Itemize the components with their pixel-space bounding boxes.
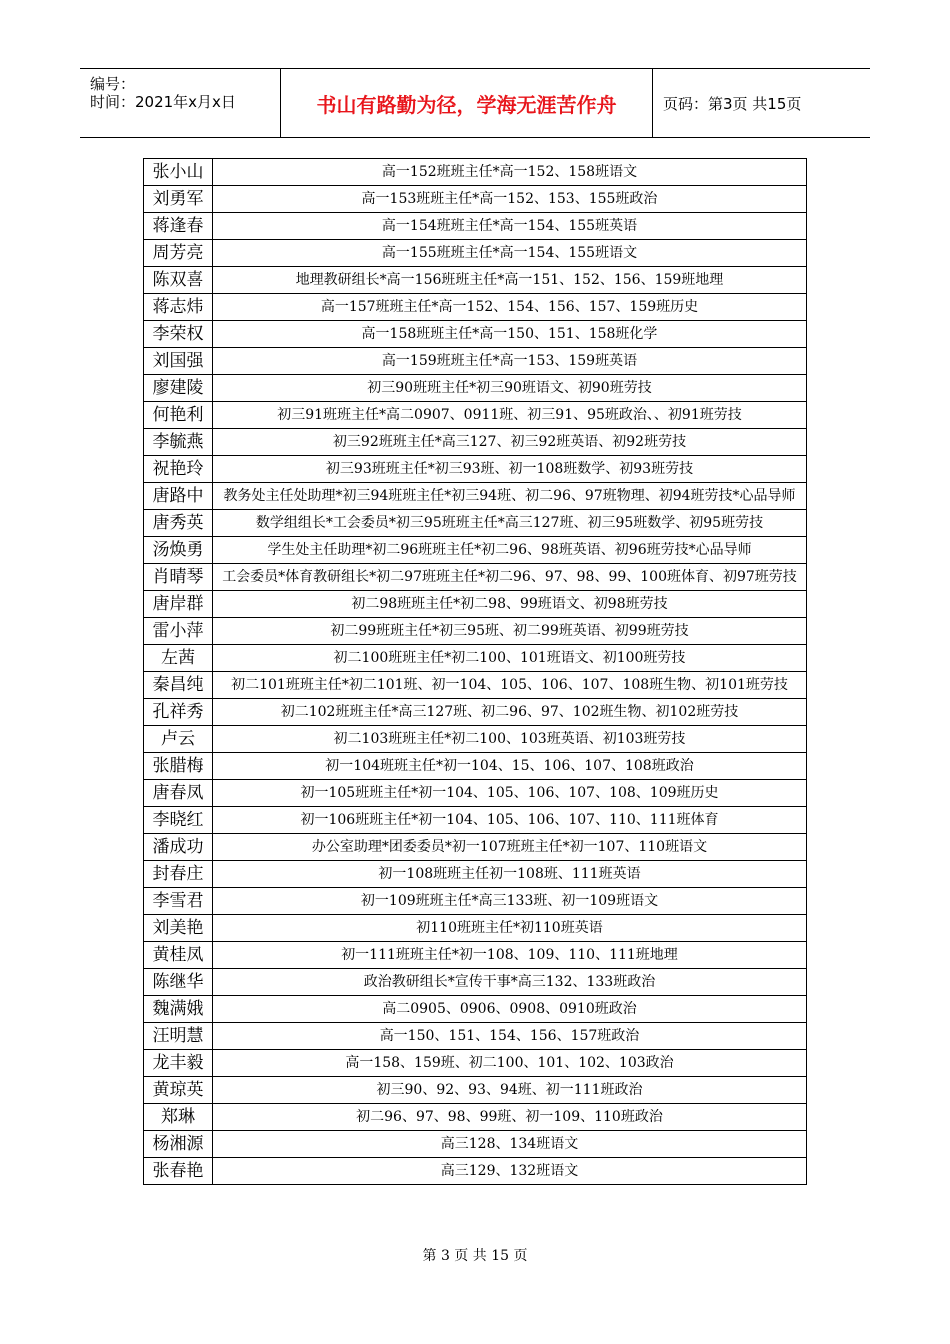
teacher-duties: 初110班班主任*初110班英语 bbox=[213, 915, 807, 942]
teacher-duties: 数学组组长*工会委员*初三95班班主任*高三127班、初三95班数学、初95班劳技 bbox=[213, 510, 807, 537]
teacher-duties: 高一150、151、154、156、157班政治 bbox=[213, 1023, 807, 1050]
table-row bbox=[144, 618, 807, 645]
teacher-duties: 高一159班班主任*高一153、159班英语 bbox=[213, 348, 807, 375]
teacher-duties: 高一158、159班、初二100、101、102、103政治 bbox=[213, 1050, 807, 1077]
table-row bbox=[144, 915, 807, 942]
table-row bbox=[144, 213, 807, 240]
teacher-name: 汤焕勇 bbox=[144, 537, 213, 564]
teacher-name: 雷小萍 bbox=[144, 618, 213, 645]
teacher-duties: 地理教研组长*高一156班班主任*高一151、152、156、159班地理 bbox=[213, 267, 807, 294]
table-row bbox=[144, 996, 807, 1023]
teacher-name: 卢云 bbox=[144, 726, 213, 753]
table-row bbox=[144, 510, 807, 537]
teacher-duties: 初三93班班主任*初三93班、初一108班数学、初93班劳技 bbox=[213, 456, 807, 483]
teacher-name: 祝艳玲 bbox=[144, 456, 213, 483]
table-row bbox=[144, 699, 807, 726]
staff-duty-table-body bbox=[144, 159, 807, 1185]
teacher-duties: 教务处主任处助理*初三94班班主任*初三94班、初二96、97班物理、初94班劳技*心品导师 bbox=[213, 483, 807, 510]
header-motto: 书山有路勤为径，学海无涯苦作舟 bbox=[281, 69, 653, 137]
teacher-duties: 初一111班班主任*初一108、109、110、111班地理 bbox=[213, 942, 807, 969]
table-row bbox=[144, 807, 807, 834]
table-row bbox=[144, 159, 807, 186]
table-row bbox=[144, 348, 807, 375]
page-footer: 第 3 页 共 15 页 bbox=[422, 1248, 528, 1264]
table-row bbox=[144, 591, 807, 618]
table-row bbox=[144, 1023, 807, 1050]
teacher-duties: 高一154班班主任*高一154、155班英语 bbox=[213, 213, 807, 240]
teacher-name: 肖晴琴 bbox=[144, 564, 213, 591]
teacher-duties: 初三90班班主任*初三90班语文、初90班劳技 bbox=[213, 375, 807, 402]
table-row bbox=[144, 402, 807, 429]
table-row bbox=[144, 1104, 807, 1131]
document-time-label: 时间：2021年x月x日 bbox=[90, 93, 236, 111]
teacher-duties: 办公室助理*团委委员*初一107班班主任*初一107、110班语文 bbox=[213, 834, 807, 861]
teacher-duties: 初二103班班主任*初二100、103班英语、初103班劳技 bbox=[213, 726, 807, 753]
teacher-duties: 初一105班班主任*初一104、105、106、107、108、109班历史 bbox=[213, 780, 807, 807]
teacher-name: 魏满娥 bbox=[144, 996, 213, 1023]
teacher-name: 黄桂凤 bbox=[144, 942, 213, 969]
teacher-name: 唐岸群 bbox=[144, 591, 213, 618]
teacher-name: 黄琼英 bbox=[144, 1077, 213, 1104]
teacher-duties: 学生处主任助理*初二96班班主任*初二96、98班英语、初96班劳技*心品导师 bbox=[213, 537, 807, 564]
teacher-name: 张小山 bbox=[144, 159, 213, 186]
teacher-name: 唐春凤 bbox=[144, 780, 213, 807]
table-row bbox=[144, 294, 807, 321]
table-row bbox=[144, 780, 807, 807]
table-row bbox=[144, 834, 807, 861]
table-row bbox=[144, 564, 807, 591]
teacher-duties: 高二0905、0906、0908、0910班政治 bbox=[213, 996, 807, 1023]
teacher-duties: 高一153班班主任*高一152、153、155班政治 bbox=[213, 186, 807, 213]
table-row bbox=[144, 726, 807, 753]
teacher-name: 龙丰毅 bbox=[144, 1050, 213, 1077]
teacher-duties: 初三90、92、93、94班、初一111班政治 bbox=[213, 1077, 807, 1104]
teacher-duties: 初二101班班主任*初二101班、初一104、105、106、107、108班生物、初101班劳技 bbox=[213, 672, 807, 699]
teacher-duties: 高三128、134班语文 bbox=[213, 1131, 807, 1158]
teacher-duties: 初三92班班主任*高三127、初三92班英语、初92班劳技 bbox=[213, 429, 807, 456]
teacher-name: 杨湘源 bbox=[144, 1131, 213, 1158]
table-row bbox=[144, 483, 807, 510]
table-row bbox=[144, 375, 807, 402]
teacher-name: 何艳利 bbox=[144, 402, 213, 429]
table-row bbox=[144, 429, 807, 456]
teacher-duties: 初一109班班主任*高三133班、初一109班语文 bbox=[213, 888, 807, 915]
teacher-name: 张腊梅 bbox=[144, 753, 213, 780]
staff-duty-table bbox=[143, 158, 807, 1185]
teacher-name: 刘勇军 bbox=[144, 186, 213, 213]
teacher-name: 封春庄 bbox=[144, 861, 213, 888]
teacher-duties: 初二96、97、98、99班、初一109、110班政治 bbox=[213, 1104, 807, 1131]
teacher-duties: 高一155班班主任*高一154、155班语文 bbox=[213, 240, 807, 267]
teacher-name: 左茜 bbox=[144, 645, 213, 672]
table-row bbox=[144, 942, 807, 969]
teacher-name: 刘美艳 bbox=[144, 915, 213, 942]
table-row bbox=[144, 186, 807, 213]
teacher-name: 唐秀英 bbox=[144, 510, 213, 537]
teacher-name: 李毓燕 bbox=[144, 429, 213, 456]
header-meta bbox=[80, 69, 281, 137]
table-row bbox=[144, 969, 807, 996]
teacher-name: 陈继华 bbox=[144, 969, 213, 996]
table-row bbox=[144, 240, 807, 267]
table-row bbox=[144, 1131, 807, 1158]
teacher-name: 唐路中 bbox=[144, 483, 213, 510]
teacher-name: 蒋逢春 bbox=[144, 213, 213, 240]
teacher-duties: 初三91班班主任*高二0907、0911班、初三91、95班政治、、初91班劳技 bbox=[213, 402, 807, 429]
teacher-name: 李雪君 bbox=[144, 888, 213, 915]
teacher-duties: 初二98班班主任*初二98、99班语文、初98班劳技 bbox=[213, 591, 807, 618]
teacher-name: 廖建陵 bbox=[144, 375, 213, 402]
teacher-duties: 高三129、132班语文 bbox=[213, 1158, 807, 1185]
table-row bbox=[144, 645, 807, 672]
teacher-duties: 初一106班班主任*初一104、105、106、107、110、111班体育 bbox=[213, 807, 807, 834]
teacher-duties: 初二99班班主任*初三95班、初二99班英语、初99班劳技 bbox=[213, 618, 807, 645]
teacher-name: 孔祥秀 bbox=[144, 699, 213, 726]
teacher-name: 刘国强 bbox=[144, 348, 213, 375]
teacher-name: 陈双喜 bbox=[144, 267, 213, 294]
teacher-name: 周芳亮 bbox=[144, 240, 213, 267]
teacher-duties: 初二100班班主任*初二100、101班语文、初100班劳技 bbox=[213, 645, 807, 672]
table-row bbox=[144, 861, 807, 888]
teacher-duties: 初一108班班主任初一108班、111班英语 bbox=[213, 861, 807, 888]
table-row bbox=[144, 1050, 807, 1077]
teacher-duties: 初二102班班主任*高三127班、初二96、97、102班生物、初102班劳技 bbox=[213, 699, 807, 726]
teacher-duties: 初一104班班主任*初一104、15、106、107、108班政治 bbox=[213, 753, 807, 780]
teacher-duties: 高一152班班主任*高一152、158班语文 bbox=[213, 159, 807, 186]
teacher-name: 张春艳 bbox=[144, 1158, 213, 1185]
teacher-name: 郑琳 bbox=[144, 1104, 213, 1131]
table-row bbox=[144, 537, 807, 564]
table-row bbox=[144, 888, 807, 915]
teacher-name: 李荣权 bbox=[144, 321, 213, 348]
header-page-info: 页码：第3页 共15页 bbox=[663, 94, 802, 113]
teacher-name: 李晓红 bbox=[144, 807, 213, 834]
document-number-label: 编号： bbox=[90, 75, 136, 93]
teacher-duties: 高一157班班主任*高一152、154、156、157、159班历史 bbox=[213, 294, 807, 321]
teacher-duties: 工会委员*体育教研组长*初二97班班主任*初二96、97、98、99、100班体育、初97班劳技 bbox=[213, 564, 807, 591]
teacher-name: 汪明慧 bbox=[144, 1023, 213, 1050]
table-row bbox=[144, 753, 807, 780]
teacher-duties: 政治教研组长*宣传干事*高三132、133班政治 bbox=[213, 969, 807, 996]
table-row bbox=[144, 1158, 807, 1185]
table-row bbox=[144, 1077, 807, 1104]
page-header bbox=[80, 68, 870, 138]
teacher-name: 潘成功 bbox=[144, 834, 213, 861]
teacher-name: 蒋志炜 bbox=[144, 294, 213, 321]
teacher-name: 秦昌纯 bbox=[144, 672, 213, 699]
table-row bbox=[144, 456, 807, 483]
teacher-duties: 高一158班班主任*高一150、151、158班化学 bbox=[213, 321, 807, 348]
table-row bbox=[144, 672, 807, 699]
table-row bbox=[144, 267, 807, 294]
table-row bbox=[144, 321, 807, 348]
